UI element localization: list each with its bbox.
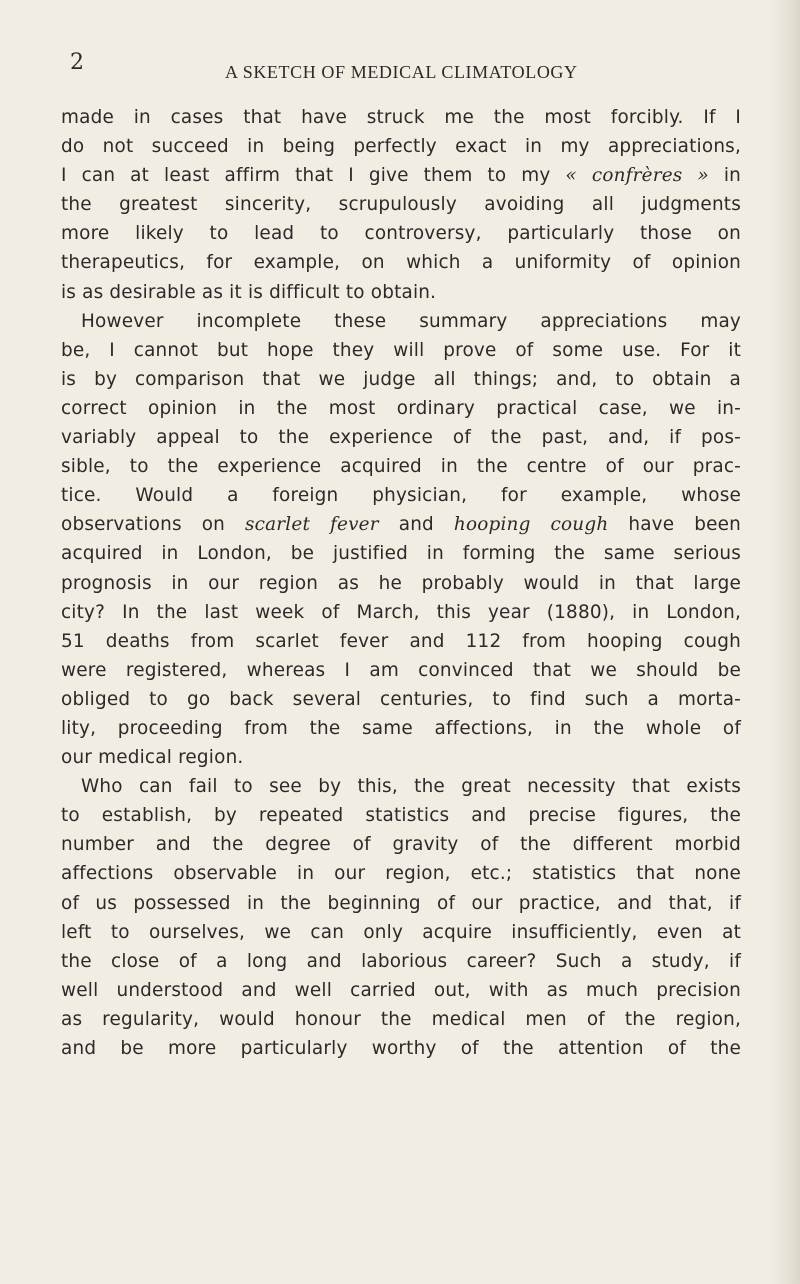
text-span: and: [378, 514, 454, 536]
text-line: the close of a long and laborious career? Such a study, if: [61, 950, 741, 972]
text-line: the greatest sincerity, scrupulously avoiding all judgments: [61, 194, 741, 216]
paragraph-1: [61, 103, 741, 307]
text-span: have been: [608, 514, 741, 536]
text-line: and be more particularly worthy of the attention of the: [61, 1038, 741, 1059]
text-line: is by comparison that we judge all things; and, to obtain a: [61, 368, 741, 390]
italic-term: hooping cough: [453, 514, 609, 536]
text-line: city? In the last week of March, this year (1880), in London,: [61, 601, 741, 623]
text-line: as regularity, would honour the medical men of the region,: [61, 1008, 741, 1030]
paragraph-3: [61, 772, 741, 1063]
text-line: tice. Would a foreign physician, for example, whose: [61, 485, 741, 507]
text-line: affections observable in our region, etc.; statistics that none: [61, 863, 741, 885]
paragraph-2: [61, 307, 741, 773]
text-span: observations on: [61, 514, 245, 536]
text-line: of us possessed in the beginning of our practice, and that, if: [61, 892, 741, 914]
text-line: obliged to go back several centuries, to find such a morta-: [61, 688, 741, 710]
italic-term: « confrères »: [565, 165, 709, 187]
text-span: I can at least affirm that I give them to my: [61, 165, 566, 187]
text-line: more likely to lead to controversy, particularly those on: [61, 223, 741, 245]
text-line: lity, proceeding from the same affections, in the whole of: [61, 717, 741, 739]
running-title: A SKETCH OF MEDICAL CLIMATOLOGY: [225, 62, 578, 82]
page-number: 2: [70, 50, 84, 75]
text-line: well understood and well carried out, with as much precision: [61, 979, 741, 1001]
text-span: in: [708, 165, 742, 187]
body-text: [61, 103, 741, 1063]
italic-term: scarlet fever: [244, 514, 379, 536]
text-line: to establish, by repeated statistics and precise figures, the: [61, 805, 741, 827]
text-line: be, I cannot but hope they will prove of some use. For it: [61, 339, 741, 361]
text-line: left to ourselves, we can only acquire insufficiently, even at: [61, 921, 741, 943]
text-line: our medical region.: [61, 747, 244, 769]
text-line: is as desirable as it is difficult to obtain.: [61, 281, 437, 303]
text-line: [61, 510, 741, 539]
text-line: number and the degree of gravity of the different morbid: [61, 834, 741, 856]
text-line: correct opinion in the most ordinary practical case, we in-: [61, 397, 741, 419]
text-line: therapeutics, for example, on which a uniformity of opinion: [61, 252, 741, 274]
text-line: variably appeal to the experience of the past, and, if pos-: [61, 427, 741, 449]
text-line: were registered, whereas I am convinced that we should be: [61, 659, 741, 681]
page-header: [0, 50, 800, 88]
text-line: acquired in London, be justified in forming the same serious: [61, 543, 741, 565]
text-line: made in cases that have struck me the most forcibly. If I: [61, 107, 741, 128]
text-line: sible, to the experience acquired in the centre of our prac-: [61, 456, 741, 478]
text-line: do not succeed in being perfectly exact in my appreciations,: [61, 136, 741, 158]
text-line: [61, 161, 741, 190]
text-line: Who can fail to see by this, the great necessity that exists: [81, 776, 741, 798]
text-line: However incomplete these summary appreciations may: [81, 310, 741, 332]
text-line: prognosis in our region as he probably would in that large: [61, 572, 741, 594]
text-line: 51 deaths from scarlet fever and 112 from hooping cough: [61, 630, 741, 652]
